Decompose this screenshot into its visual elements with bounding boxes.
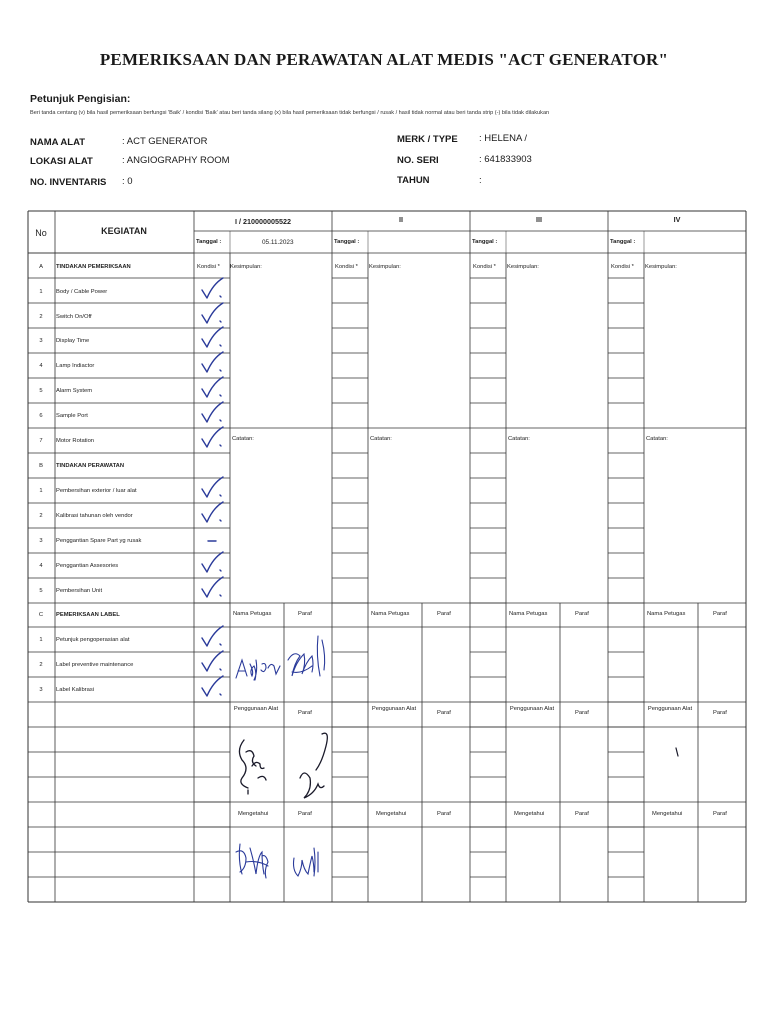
item-b4-no: 4 <box>39 563 43 569</box>
paraf-mengetahui-3: Paraf <box>575 811 589 817</box>
nama-alat-label: NAMA ALAT <box>30 137 86 148</box>
mengetahui-label-3: Mengetahui <box>514 811 545 817</box>
check-mark-icon <box>202 626 223 646</box>
merk-label: MERK / TYPE <box>397 134 458 145</box>
item-b3-no: 3 <box>39 538 43 544</box>
tanggal-label-1: Tanggal : <box>196 239 222 245</box>
no-header: No <box>35 228 47 238</box>
merk-value: : HELENA / <box>479 133 528 144</box>
mengetahui-label-2: Mengetahui <box>376 811 407 817</box>
section-c-title: PEMERIKSAAN LABEL <box>56 612 120 618</box>
section-b-no: B <box>39 463 43 469</box>
pengguna-signature <box>239 740 266 794</box>
item-a4-label: Lamp Indiactor <box>56 363 95 369</box>
inventaris-label: NO. INVENTARIS <box>30 177 107 188</box>
inventaris-value: : 0 <box>122 176 133 187</box>
item-a6-label: Sample Port <box>56 413 88 419</box>
check-mark-icon <box>202 477 223 497</box>
item-a7-label: Motor Rotation <box>56 438 95 444</box>
period-2-header: II <box>399 215 403 224</box>
item-c3-label: Label Kalibrasi <box>56 687 95 693</box>
page-title: PEMERIKSAAN DAN PERAWATAN ALAT MEDIS "ACT GENERATOR" <box>99 50 669 69</box>
section-a-title: TINDAKAN PEMERIKSAAN <box>56 264 131 270</box>
period-4-header: IV <box>673 215 681 224</box>
paraf-mengetahui-1: Paraf <box>298 811 312 817</box>
item-a5-label: Alarm System <box>56 388 93 394</box>
seri-value: : 641833903 <box>479 154 532 165</box>
check-mark-icon <box>202 552 223 572</box>
instructions-text: Beri tanda centang (v) bila hasil pemeriksaan berfungsi 'Baik' / kondisi 'Baik' atau beri tanda silang (x) bila hasil pemeriksaan tidak berfungsi / rusak / hasil tidak normal atau beri tanda strip (-) bila tidak dilakukan <box>30 110 550 116</box>
kondisi-label-3: Kondisi * <box>473 264 496 270</box>
section-c-no: C <box>38 612 44 618</box>
mengetahui-signature <box>236 844 268 878</box>
mengetahui-label-1: Mengetahui <box>238 811 269 817</box>
paraf-mengetahui-4: Paraf <box>713 811 727 817</box>
check-mark-icon <box>202 577 223 597</box>
period-1-header: I / 210000005522 <box>235 217 291 226</box>
check-mark-icon <box>202 502 223 522</box>
pengguna-label-3: Penggunaan Alat <box>509 706 555 712</box>
lokasi-label: LOKASI ALAT <box>30 156 93 167</box>
item-c1-no: 1 <box>39 637 43 643</box>
item-b5-no: 5 <box>39 588 43 594</box>
check-mark-icon <box>202 352 223 372</box>
paraf-mengetahui-2: Paraf <box>437 811 451 817</box>
item-a4-no: 4 <box>39 363 43 369</box>
item-b1-label: Pembersihan exterior / luar alat <box>56 488 137 494</box>
item-b1-no: 1 <box>39 488 43 494</box>
check-mark-icon <box>202 377 223 397</box>
item-c2-label: Label preventive maintenance <box>56 662 134 668</box>
catatan-label-3: Catatan: <box>508 436 530 442</box>
pengguna-paraf <box>300 733 327 798</box>
item-a3-no: 3 <box>39 338 43 344</box>
check-mark-icon <box>202 327 223 347</box>
lokasi-value: : ANGIOGRAPHY ROOM <box>122 155 230 166</box>
item-b2-label: Kalibrasi tahunan oleh vendor <box>56 513 133 519</box>
paraf-pengguna-2: Paraf <box>437 710 451 716</box>
pengguna-label-2: Penggunaan Alat <box>371 706 417 712</box>
check-mark-icon <box>202 278 223 298</box>
paraf-pengguna-1: Paraf <box>298 710 312 716</box>
item-b2-no: 2 <box>39 513 43 519</box>
paraf-label-1: Paraf <box>298 611 312 617</box>
item-c2-no: 2 <box>39 662 43 668</box>
item-c3-no: 3 <box>39 687 43 693</box>
item-a5-no: 5 <box>39 388 43 394</box>
item-a2-no: 2 <box>39 314 43 320</box>
kesimpulan-label-4: Kesimpulan: <box>645 264 677 270</box>
item-a1-no: 1 <box>39 289 43 295</box>
tanggal-label-4: Tanggal : <box>610 239 636 245</box>
item-b4-label: Penggantian Assesories <box>56 563 119 569</box>
item-a1-label: Body / Cable Power <box>56 289 108 295</box>
pengguna-label-1: Penggunaan Alat <box>233 706 279 712</box>
kesimpulan-label-1: Kesimpulan: <box>230 264 262 270</box>
catatan-label-4: Catatan: <box>646 436 668 442</box>
catatan-label-1: Catatan: <box>232 436 254 442</box>
kondisi-label-2: Kondisi * <box>335 264 358 270</box>
item-a6-no: 6 <box>39 413 43 419</box>
check-mark-icon <box>202 402 223 422</box>
check-mark-icon <box>202 651 223 671</box>
paraf-label-2: Paraf <box>437 611 451 617</box>
item-c1-label: Petunjuk pengoperasian alat <box>56 637 130 643</box>
item-a7-no: 7 <box>39 438 43 444</box>
tahun-value: : <box>479 175 482 186</box>
check-mark-icon <box>202 303 223 323</box>
paraf-pengguna-3: Paraf <box>575 710 589 716</box>
stray-mark <box>676 748 678 756</box>
item-a3-label: Display Time <box>56 338 90 344</box>
pengguna-label-4: Penggunaan Alat <box>647 706 693 712</box>
kesimpulan-label-2: Kesimpulan: <box>369 264 401 270</box>
item-b5-label: Pembersihan Unit <box>56 588 103 594</box>
item-a2-label: Switch On/Off <box>56 314 92 320</box>
item-b3-label: Penggantian Spare Part yg rusak <box>56 538 142 544</box>
mengetahui-label-4: Mengetahui <box>652 811 683 817</box>
nama-alat-value: : ACT GENERATOR <box>122 136 208 147</box>
tahun-label: TAHUN <box>397 175 430 186</box>
period-3-header: III <box>536 215 542 224</box>
tanggal-label-2: Tanggal : <box>334 239 360 245</box>
mengetahui-paraf <box>294 848 319 876</box>
kegiatan-header: KEGIATAN <box>101 226 147 236</box>
catatan-label-2: Catatan: <box>370 436 392 442</box>
kesimpulan-label-3: Kesimpulan: <box>507 264 539 270</box>
nama-petugas-label-1: Nama Petugas <box>233 611 272 617</box>
instructions-heading: Petunjuk Pengisian: <box>30 93 131 105</box>
check-mark-icon <box>202 676 223 696</box>
seri-label: NO. SERI <box>397 155 439 166</box>
kondisi-label-4: Kondisi * <box>611 264 634 270</box>
nama-petugas-label-2: Nama Petugas <box>371 611 410 617</box>
paraf-label-3: Paraf <box>575 611 589 617</box>
paraf-pengguna-4: Paraf <box>713 710 727 716</box>
nama-petugas-label-3: Nama Petugas <box>509 611 548 617</box>
nama-petugas-label-4: Nama Petugas <box>647 611 686 617</box>
check-mark-icon <box>202 427 223 447</box>
paraf-label-4: Paraf <box>713 611 727 617</box>
section-a-no: A <box>39 264 43 270</box>
petugas-paraf <box>288 636 325 676</box>
tanggal-value-1: 05.11.2023 <box>262 239 294 246</box>
petugas-signature <box>236 660 280 680</box>
kondisi-label-1: Kondisi * <box>197 264 220 270</box>
tanggal-label-3: Tanggal : <box>472 239 498 245</box>
section-b-title: TINDAKAN PERAWATAN <box>56 463 125 469</box>
